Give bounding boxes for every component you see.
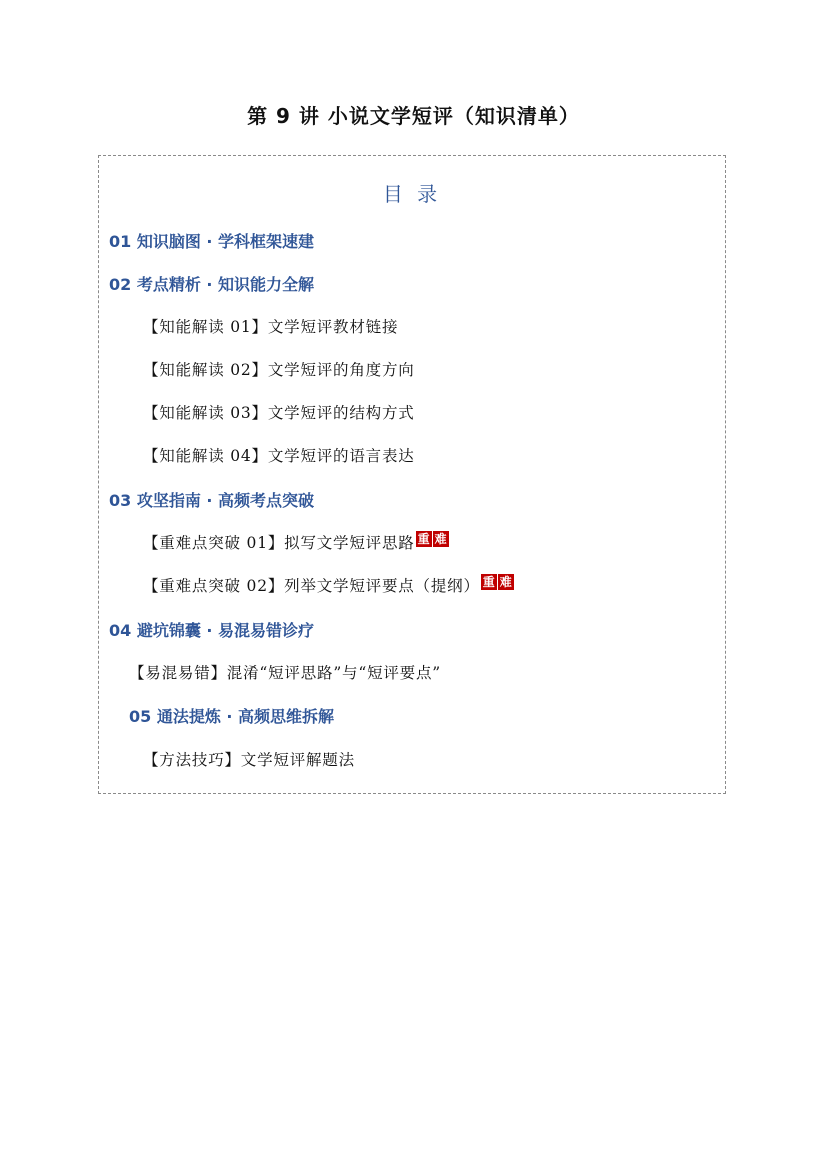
toc-item-zhineng-04[interactable]: 【知能解读 04】文学短评的语言表达 (143, 447, 415, 465)
toc-item-fangfa[interactable]: 【方法技巧】文学短评解题法 (143, 751, 355, 769)
toc-item-label: 【重难点突破 01】拟写文学短评思路 (143, 534, 415, 552)
toc-section-04[interactable]: 04 避坑锦囊 · 易混易错诊疗 (109, 621, 315, 640)
toc-section-02[interactable]: 02 考点精析 · 知识能力全解 (109, 275, 315, 294)
toc-section-03[interactable]: 03 攻坚指南 · 高频考点突破 (109, 491, 315, 510)
key-point-badge: 重 (417, 532, 430, 546)
toc-item-zhineng-02[interactable]: 【知能解读 02】文学短评的角度方向 (143, 361, 415, 379)
toc-item-yihun[interactable]: 【易混易错】混淆“短评思路”与“短评要点” (129, 664, 441, 682)
key-point-badge: 重 (482, 575, 495, 589)
toc-item-zhineng-03[interactable]: 【知能解读 03】文学短评的结构方式 (143, 404, 415, 422)
toc-item-zhongnan-02[interactable] (143, 574, 514, 596)
toc-item-zhineng-01[interactable]: 【知能解读 01】文学短评教材链接 (143, 318, 399, 336)
toc-section-05[interactable]: 05 通法提炼 · 高频思维拆解 (129, 707, 335, 726)
toc-section-01[interactable]: 01 知识脑图 · 学科框架速建 (109, 232, 315, 251)
page-title: 第 9 讲 小说文学短评（知识清单） (247, 104, 580, 128)
toc-heading: 目 录 (382, 182, 442, 206)
table-of-contents (98, 155, 726, 794)
toc-item-label: 【重难点突破 02】列举文学短评要点（提纲） (143, 577, 480, 595)
difficult-point-badge: 难 (499, 575, 512, 589)
toc-item-zhongnan-01[interactable] (143, 531, 449, 553)
difficult-point-badge: 难 (434, 532, 447, 546)
